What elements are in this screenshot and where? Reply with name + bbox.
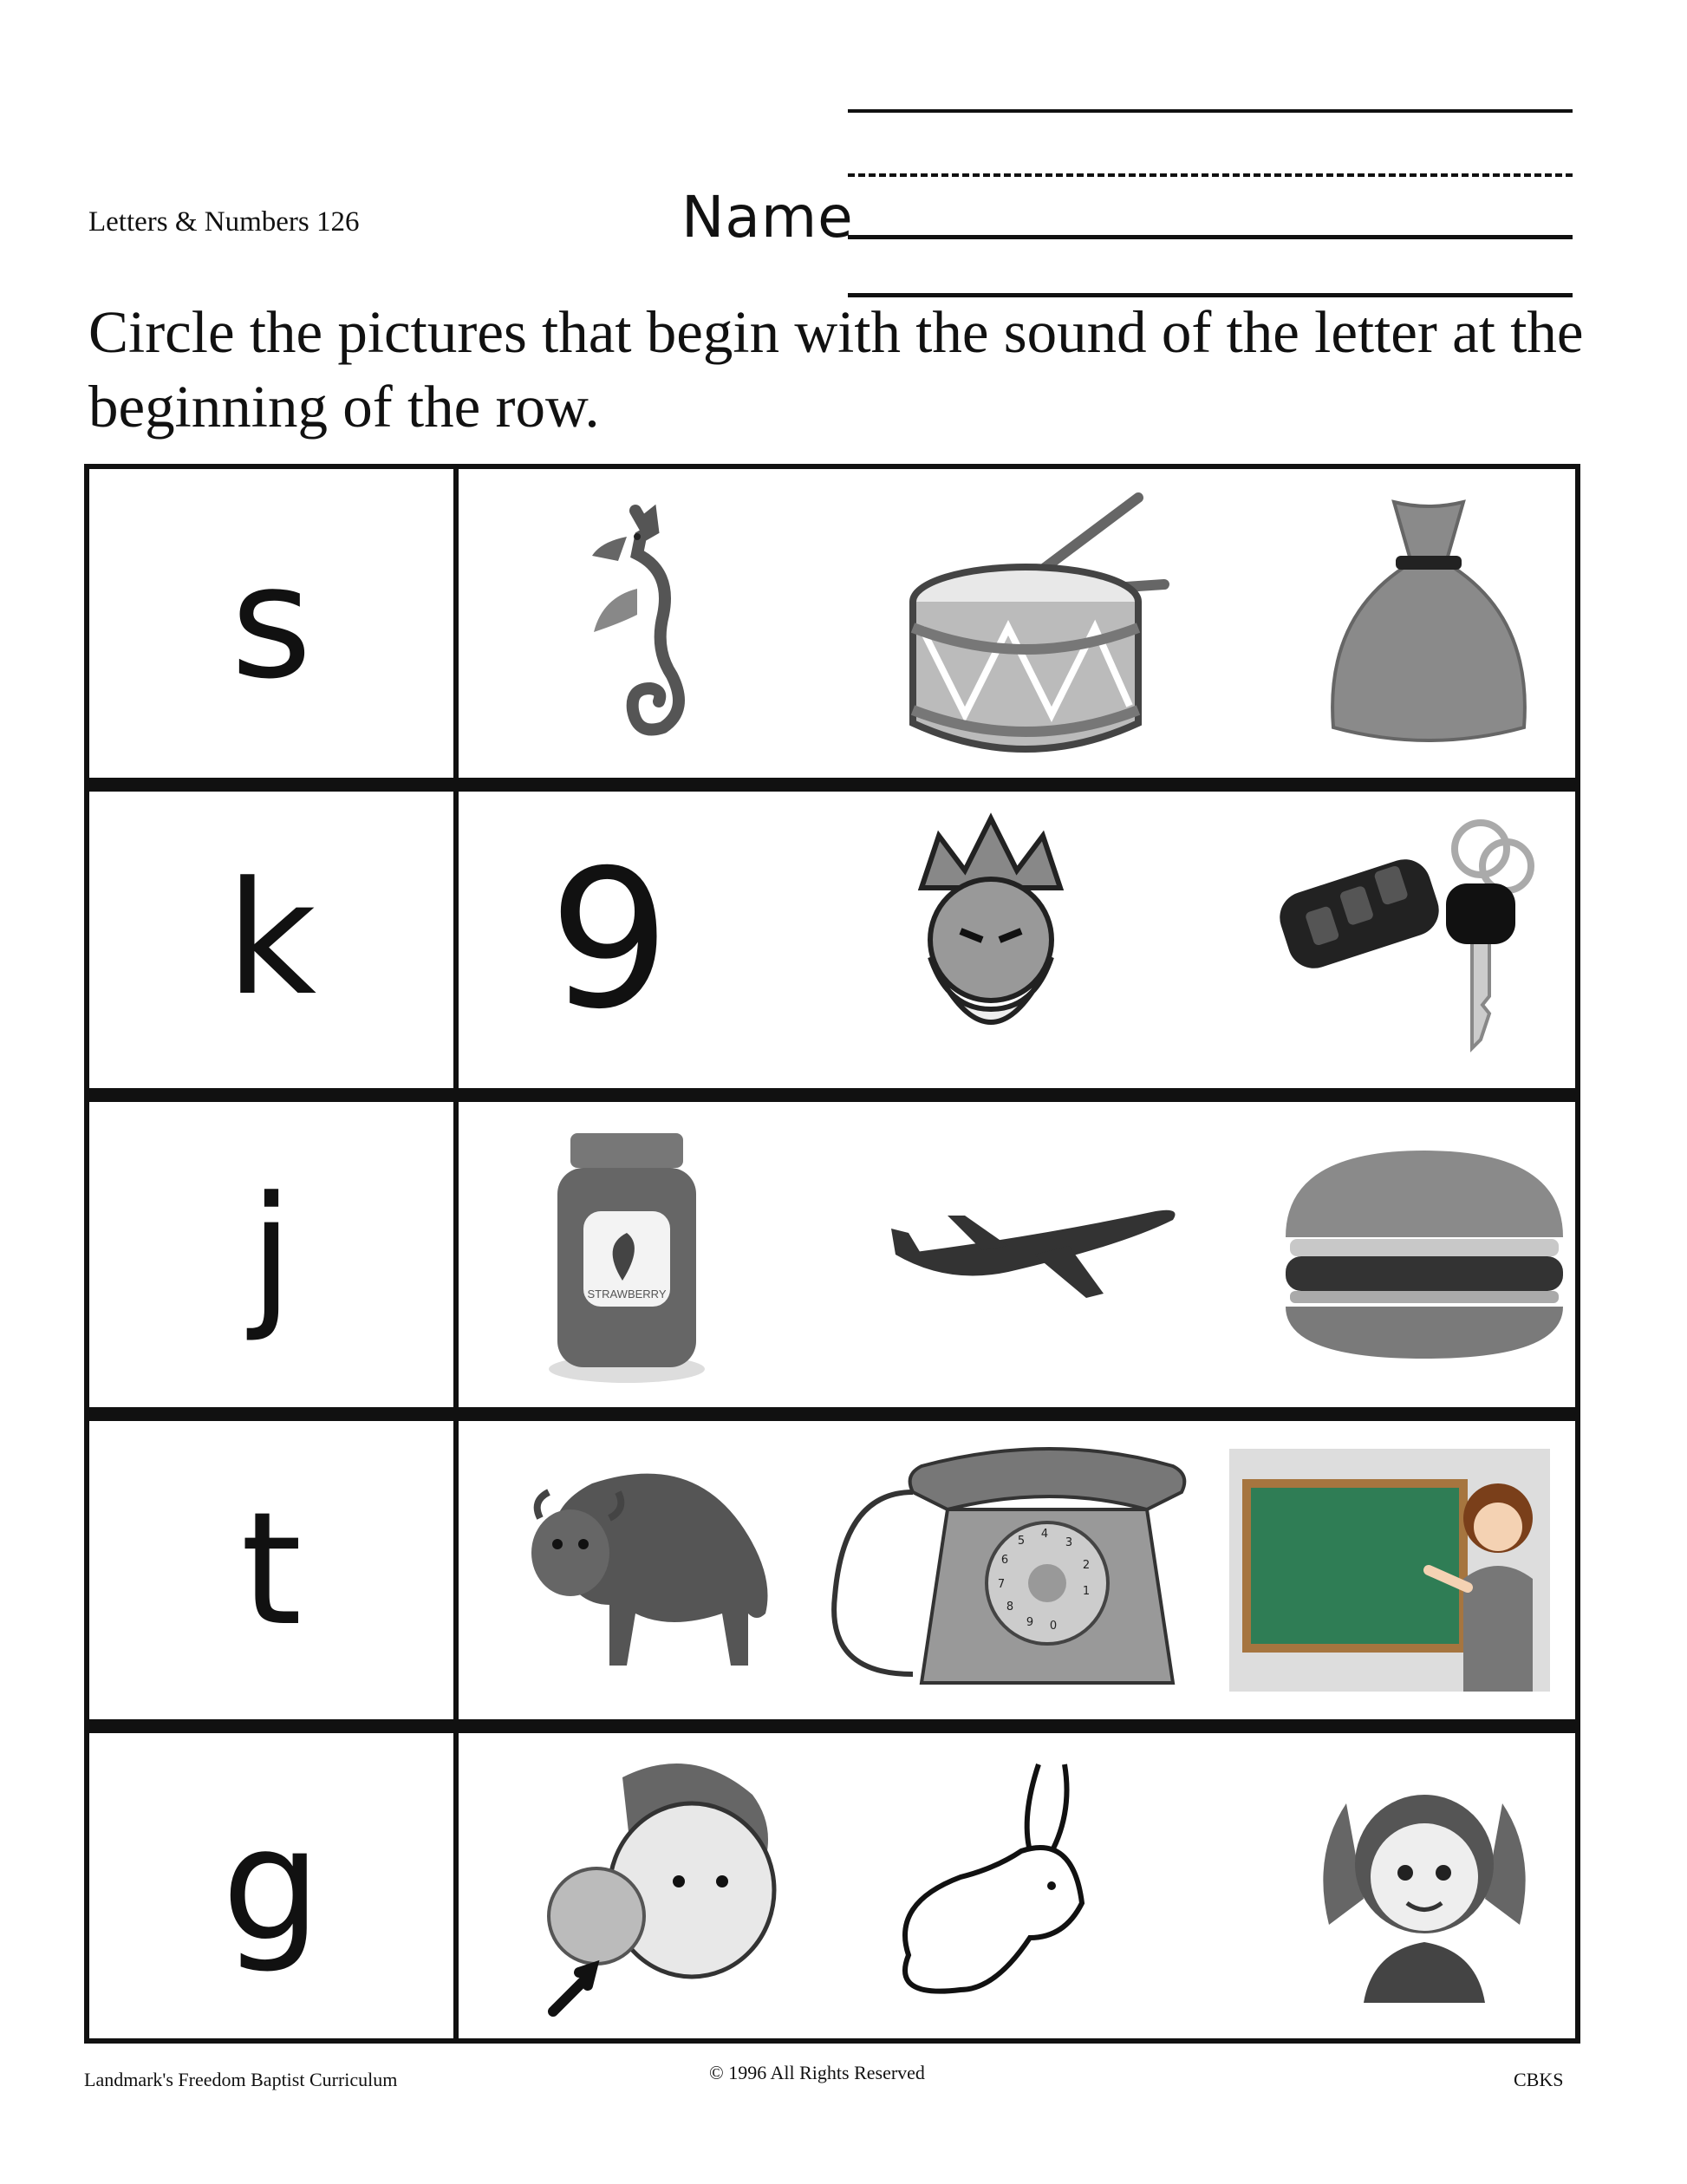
row-letter: t (240, 1479, 303, 1660)
name-label: Name (681, 184, 854, 251)
footer-curriculum: Landmark's Freedom Baptist Curriculum (84, 2069, 398, 2090)
row-j (89, 1102, 1575, 1407)
car-keys-icon[interactable] (1260, 792, 1572, 1088)
dial-digit: 9 (1026, 1616, 1034, 1629)
teacher-at-chalkboard-icon[interactable] (1216, 1421, 1563, 1719)
dial-digit: 3 (1065, 1536, 1073, 1549)
king-icon[interactable] (852, 792, 1130, 1088)
dial-digit: 7 (997, 1578, 1006, 1591)
jet-airplane-icon[interactable] (852, 1102, 1216, 1407)
row-letter: j (249, 1164, 293, 1345)
name-write-line[interactable] (848, 235, 1573, 239)
row-s (89, 469, 1575, 778)
row-separator (89, 778, 1575, 792)
dial-digit: 5 (1017, 1535, 1026, 1548)
dial-digit: 4 (1040, 1528, 1049, 1541)
row-separator (89, 1088, 1575, 1102)
jar-label: STRAWBERRY (587, 1288, 667, 1301)
footer-copyright: © 1996 All Rights Reserved (709, 2062, 925, 2083)
buffalo-icon[interactable] (484, 1421, 804, 1719)
rabbit-icon[interactable] (870, 1733, 1156, 2038)
jam-jar-icon[interactable] (497, 1102, 757, 1407)
worksheet-grid (84, 464, 1580, 2044)
row-letter: g (221, 1795, 322, 1976)
dial-digit: 6 (1000, 1554, 1009, 1567)
row-k (89, 792, 1575, 1088)
footer-code: CBKS (1514, 2069, 1564, 2090)
handwriting-dashed-midline (848, 173, 1573, 177)
row-separator (89, 1407, 1575, 1421)
dial-digit: 0 (1049, 1620, 1058, 1633)
drum-icon[interactable] (861, 469, 1225, 778)
dial-digit: 8 (1006, 1601, 1014, 1614)
row-g (89, 1733, 1575, 2038)
dial-digit: 2 (1082, 1559, 1091, 1572)
row-letter: k (225, 849, 317, 1030)
seahorse-icon[interactable] (497, 469, 774, 778)
instructions: Circle the pictures that begin with the sound of the letter at the beginning of the row. (88, 299, 1584, 440)
number-nine[interactable]: 9 (549, 829, 670, 1051)
handwriting-top-line (848, 109, 1573, 113)
sack-icon[interactable] (1286, 469, 1572, 778)
page-label: Letters & Numbers 126 (88, 206, 360, 238)
dial-digit: 1 (1082, 1585, 1091, 1598)
row-separator (89, 1719, 1575, 1733)
hamburger-icon[interactable] (1268, 1102, 1580, 1407)
girl-icon[interactable] (1277, 1733, 1572, 2038)
row-letter: s (231, 532, 312, 714)
boy-blowing-gum-icon[interactable] (497, 1733, 826, 2038)
row-t (89, 1421, 1575, 1719)
telephone-icon[interactable] (809, 1421, 1208, 1719)
